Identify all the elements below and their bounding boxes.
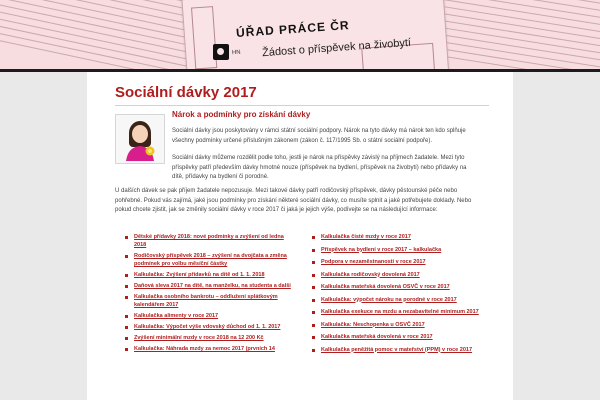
article-link[interactable]: Kalkulačka: výpočet nároku na porodné v roce 2017 bbox=[312, 296, 482, 304]
avatar bbox=[115, 114, 165, 164]
bullet-icon bbox=[125, 326, 128, 329]
article-link[interactable]: Kalkulačka mateřská dovolená OSVČ v roce 2017 bbox=[312, 283, 482, 291]
article-link[interactable]: Kalkulačka exekuce na mzdu a nezabavitelné minimum 2017 bbox=[312, 308, 482, 316]
article-link[interactable]: Kalkulačka peněžitá pomoc v mateřství (PPM) v roce 2017 bbox=[312, 346, 482, 354]
article-links-right bbox=[312, 233, 482, 358]
article-links-left bbox=[125, 233, 293, 356]
bullet-icon bbox=[312, 274, 315, 277]
bullet-icon bbox=[125, 337, 128, 340]
bullet-icon bbox=[312, 286, 315, 289]
office-title: ÚŘAD PRÁCE ČR bbox=[235, 18, 351, 40]
article-link[interactable]: Kalkulačka mateřská dovolená v roce 2017 bbox=[312, 333, 482, 341]
bullet-icon bbox=[312, 349, 315, 352]
article-link[interactable]: Kalkulačka čisté mzdy v roce 2017 bbox=[312, 233, 482, 241]
form-tag: HN bbox=[231, 49, 241, 57]
bullet-icon bbox=[125, 315, 128, 318]
article-link[interactable]: Podpora v nezaměstnanosti v roce 2017 bbox=[312, 258, 482, 266]
bullet-icon bbox=[125, 236, 128, 239]
woman-avatar-icon bbox=[116, 115, 164, 163]
intro-paragraph: Sociální dávky jsou poskytovány v rámci státní sociální podpory. Nárok na tyto dávky má nárok ten kdo splňuje všechny podmínky určené příslušným zákonem (zákon č. 117/1995 Sb. o státní sociální podpoře). bbox=[172, 128, 466, 144]
article-link[interactable]: Kalkulačka: Zvýšení přídavků na dítě od 1. 1. 2018 bbox=[125, 271, 293, 279]
other-benefits-paragraph: U dalších dávek se pak příjem žadatele nepozusuje. Mezi takové dávky patří rodičovský příspěvek, dávky pěstounské péče nebo pohřebné. Pokud vás zajímá, jaké jsou podmínky pro získání některé sociální dávky, co musíte splnit a jaké potřebujete doklady. Nebo pokud chcete zjistit, jak se změnily sociální dávky v roce 2017 či jaká je jejich výše, podívejte se na následující informace: bbox=[115, 188, 472, 213]
bullet-icon bbox=[125, 348, 128, 351]
article-link[interactable]: Kalkulačka osobního bankrotu – oddlužení splátkovým kalendářem 2017 bbox=[125, 293, 293, 309]
bullet-icon bbox=[312, 299, 315, 302]
article-card bbox=[87, 72, 513, 400]
bullet-icon bbox=[312, 261, 315, 264]
article-link[interactable]: Dětské přídavky 2018: nové podmínky a zvýšení od ledna 2018 bbox=[125, 233, 293, 249]
title-divider bbox=[115, 105, 489, 106]
article-link[interactable]: Kalkulačka alimenty v roce 2017 bbox=[125, 312, 293, 320]
bullet-icon bbox=[125, 296, 128, 299]
bullet-icon bbox=[312, 336, 315, 339]
section-heading: Nárok a podmínky pro získání dávky bbox=[172, 110, 311, 119]
page-title: Sociální dávky 2017 bbox=[115, 84, 257, 101]
header-banner bbox=[0, 0, 600, 72]
article-link[interactable]: Daňová sleva 2017 na dítě, na manželku, na studenta a další bbox=[125, 282, 293, 290]
bullet-icon bbox=[125, 285, 128, 288]
article-link[interactable]: Příspěvek na bydlení v roce 2017 – kalkulačka bbox=[312, 246, 482, 254]
bullet-icon bbox=[312, 324, 315, 327]
article-link[interactable]: Zvýšení minimální mzdy v roce 2018 na 12 200 Kč bbox=[125, 334, 293, 342]
article-link[interactable]: Kalkulačka rodičovský dovolená 2017 bbox=[312, 271, 482, 279]
labour-office-logo-icon bbox=[213, 44, 229, 60]
article-link[interactable]: Rodičovský příspěvek 2018 – zvýšení na dvojčata a změna podmínek pro volbu měsíční částky bbox=[125, 252, 293, 268]
form-title: Žádost o příspěvek na živobytí bbox=[261, 36, 412, 60]
bullet-icon bbox=[125, 274, 128, 277]
bullet-icon bbox=[312, 249, 315, 252]
article-link[interactable]: Kalkulačka: Neschopenka u OSVČ 2017 bbox=[312, 321, 482, 329]
bullet-icon bbox=[312, 311, 315, 314]
article-link[interactable]: Kalkulačka: Náhrada mzdy za nemoc 2017 (prvních 14 bbox=[125, 345, 293, 353]
article-link[interactable]: Kalkulačka: Výpočet výše vdovský důchod od 1. 1. 2017 bbox=[125, 323, 293, 331]
benefits-paragraph: Sociální dávky můžeme rozdělit podle toho, jestli je nárok na příspěvky závislý na příjmech žadatele. Mezi tyto příspěvky patří především dávky hmotné nouze (příspěvek na bydlení, příspěvek na živobytí) nebo přídavky na dítě, přídavky na bydlení či porodné. bbox=[172, 155, 467, 180]
bullet-icon bbox=[125, 255, 128, 258]
bullet-icon bbox=[312, 236, 315, 239]
